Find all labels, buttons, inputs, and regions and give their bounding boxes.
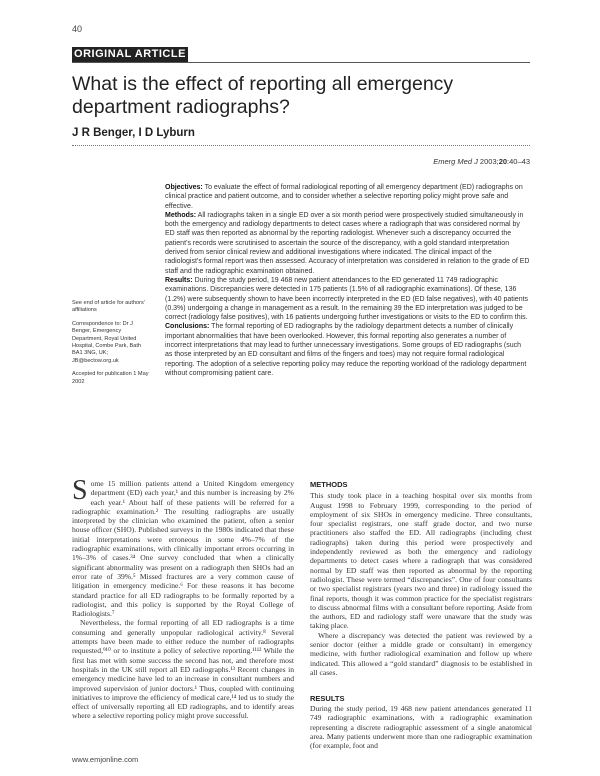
abstract-results [165, 276, 530, 322]
citation-year: 2003; [477, 157, 499, 166]
methods-heading: METHODS [310, 480, 348, 489]
section-label: ORIGINAL ARTICLE [72, 47, 188, 62]
intro-text-1: ome 15 million patients attend a United Kingdom emergency department (ED) each year,¹ and this number is increasing by 2% each year.¹ About half of these patients will be referred for a radiographic examination.² The resulting radiographs are usually interpreted by the clinician who examined the patient, often a senior house officer (SHO). Published surveys in the 1980s indicated that these initial interpretations were erroneous in some 4%–7% of the radiographic examinations, with clinically important errors occurring in 1%–3% of cases.³⁴ One survey concluded that when a clinically significant abnormality was present on a radiograph then SHOs had an error rate of 39%.⁵ Missed fractures are a very common cause of litigation in emergency medicine.⁶ For these reasons it has become standard practice for all ED radiographs to be formally reported by a radiologist, and this policy is supported by the Royal College of Radiologists.⁷ [72, 479, 294, 619]
article-title: What is the effect of reporting all emergency department radiographs? [72, 73, 454, 118]
methods-label: Methods: [165, 211, 197, 219]
results-label: Results: [165, 276, 193, 284]
footer-url[interactable]: www.emjonline.com [72, 755, 139, 764]
authors: J R Benger, I D Lyburn [72, 127, 195, 139]
affiliations-note: See end of article for authors’ affiliations [72, 300, 145, 314]
results-heading: RESULTS [310, 694, 345, 703]
objectives-label: Objectives: [165, 184, 203, 191]
conclusions-text: The formal reporting of ED radiographs by the radiology department detects a number of clinically important abnormalities that have been overlooked. However, this formal reporting also generates a number of incorrect interpretations that may lead to further unnecessary investigations. Some groups of ED radiographs (such as those interpreted by an ED consultant and films of the fingers and toes) may not require formal radiological reporting. The adoption of a selective reporting policy may reduce the reporting workload of the radiology department without compromising patient care. [165, 323, 527, 377]
header-rule [72, 62, 530, 63]
body-column-left [72, 475, 294, 721]
sidebar-notes [72, 300, 150, 392]
results-text: During the study period, 19 468 new patient attendances to the ED generated 11 749 radiographic examinations. Discrepancies were detected in 175 patients (1.5% of all radiographic examinations). Of these, 136 (1.2%) were subsequently shown to have been incorrectly interpreted in the ED (ED false negatives), with 40 patients (0.3%) undergoing a change in management as a result. In the remaining 39 the ED interpretation was judged to be correct (radiology false positives), with 16 patients undergoing further investigations or visits to the ED to confirm this. [165, 276, 529, 322]
methods-text: All radiographs taken in a single ED over a six month period were prospectively studied simultaneously in both the emergency and radiology departments to detect cases where a radiograph that was considered normal by ED staff was then reported as abnormal by the reporting radiologist. Whenever such a discrepancy occurred the patient’s records were scrutinised to ascertain the source of the discrepancy, with a gold standard interpretation derived from senior clinical review and additional investigations where indicated. The clinical impact of the radiologist’s formal report was then assessed. Accuracy of interpretation was considered in relation to the grade of ED staff and the radiographic examination obtained. [165, 211, 530, 275]
page-number: 40 [72, 24, 83, 34]
citation-volume: 20 [498, 157, 508, 166]
abstract-methods [165, 211, 530, 276]
results-paragraph-1: During the study period, 19 468 new patient attendances generated 11 749 radiographic examinations, with a radiographic examination representing a discrete radiographic assessment of a single anatomical area. Many patients underwent more than one radiographic examination (for example, foot and [310, 704, 532, 751]
methods-paragraph-1: This study took place in a teaching hospital over six months from August 1998 to February 1999, corresponding to the period of employment of six SHOs in emergency medicine. Three consultants, four specialist registrars, one staff grade doctor, and two nurse practitioners also staffed the ED. All radiographs (including chest radiographs) taken during this period were prospectively and independently reviewed as both the emergency and radiology departments to detect cases where a radiograph that was considered normal by ED staff was then reported as abnormal by the reporting radiologist. These were termed “discrepancies”. One of four consultants or two specialist registrars (years two and three) in radiology issued the final reports, though it was common practice for the specialist registrars to discuss abnormal films with a consultant before reporting. Aside from the authors, ED and radiology staff were unaware that the study was taking place. [310, 491, 532, 631]
dotted-rule [72, 145, 530, 146]
citation-journal: Emerg Med J [433, 157, 478, 166]
results-column [310, 704, 532, 750]
methods-paragraph-2: Where a discrepancy was detected the patient was reviewed by a senior doctor (either a middle grade or consultant) in emergency medicine, with further radiological examination and follow up where indicated. This allowed a “gold standard” diagnosis to be established in all cases. [310, 630, 532, 677]
correspondence: Correspondence to: Dr J Benger, Emergency Department, Royal United Hospital, Combe Park, Bath BA1 3NG, UK; JB@bectow.org.uk [72, 320, 142, 364]
abstract [165, 183, 530, 378]
citation [433, 157, 530, 166]
body-column-right [310, 480, 532, 677]
intro-paragraph-1 [72, 475, 294, 619]
abstract-conclusions [165, 322, 530, 378]
citation-pages: :40–43 [507, 157, 530, 166]
objectives-text: To evaluate the effect of formal radiological reporting of all emergency department (ED) radiographs on clinical practice and patient outcome, and to consider whether a selective reporting policy might prove safe and effective. [165, 184, 523, 210]
drop-cap: S [72, 475, 88, 506]
abstract-objectives [165, 183, 530, 211]
conclusions-label: Conclusions: [165, 323, 210, 331]
intro-paragraph-2: Nevertheless, the formal reporting of all ED radiographs is a time consuming and generally unpopular radiological activity.⁸ Several attempts have been made to either reduce the number of radiographs requested,⁹¹⁰ or to institute a policy of selective reporting.¹¹¹² While the first has met with some success the second has not, and therefore most hospitals in the UK still report all ED radiographs.¹³ Recent changes in emergency medicine have led to an increase in consultant numbers and improved supervision of junior doctors.¹ Thus, coupled with continuing initiatives to improve the efficiency of medical care,¹⁴ led us to study the effect of universally reporting all ED radiographs, and to identify areas where a selective reporting policy might prove successful. [72, 618, 294, 721]
accepted-date: Accepted for publication 1 May 2002 [72, 371, 149, 385]
